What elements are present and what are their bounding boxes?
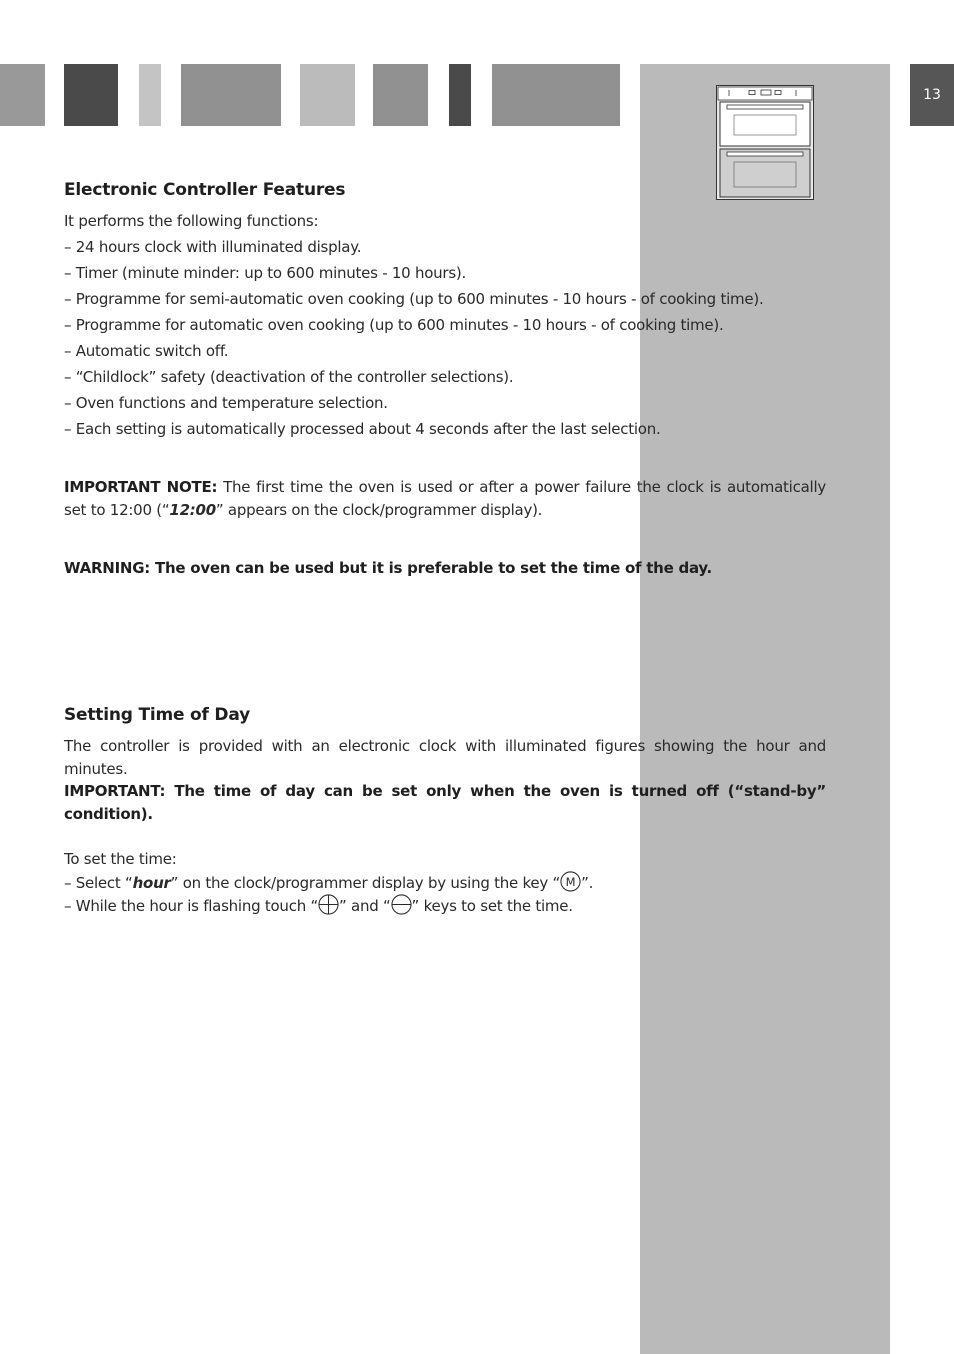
step-select-hour: – Select “hour” on the clock/programmer display by using the key “ M ”. xyxy=(64,871,593,895)
header-bar xyxy=(492,64,620,126)
section-intro: It performs the following functions: xyxy=(64,212,319,230)
section-heading-setting-time: Setting Time of Day xyxy=(64,705,250,725)
function-list-item: – Programme for automatic oven cooking (up to 600 minutes - 10 hours - of cooking time). xyxy=(64,316,724,334)
important-note-text: The first time the oven is used or after a power failure the clock is automatically set to 12:00 (“ xyxy=(64,478,826,519)
function-list-item: – Oven functions and temperature selection. xyxy=(64,394,388,412)
important-note xyxy=(64,476,826,522)
double-oven-icon xyxy=(716,85,814,200)
function-list-item: – “Childlock” safety (deactivation of the controller selections). xyxy=(64,368,514,386)
hour-label: hour xyxy=(132,874,171,892)
steps-intro: To set the time: xyxy=(64,850,177,868)
page-number: 13 xyxy=(910,64,954,126)
plus-key-icon xyxy=(318,894,339,915)
clock-description: The controller is provided with an electronic clock with illuminated figures showing the hour and minutes. xyxy=(64,737,826,778)
function-list-item: – Each setting is automatically processed about 4 seconds after the last selection. xyxy=(64,420,661,438)
function-list-item: – 24 hours clock with illuminated display. xyxy=(64,238,362,256)
header-bar xyxy=(0,64,45,126)
side-gray-column xyxy=(640,64,890,1354)
header-bar xyxy=(139,64,161,126)
header-bar xyxy=(300,64,355,126)
important-note-label: IMPORTANT NOTE: xyxy=(64,478,218,496)
header-bar xyxy=(449,64,471,126)
header-bar xyxy=(64,64,118,126)
important-standby-note: IMPORTANT: The time of day can be set only when the oven is turned off (“stand-by” condition). xyxy=(64,782,826,823)
header-bar xyxy=(181,64,281,126)
header-bar xyxy=(373,64,428,126)
minus-key-icon xyxy=(391,894,412,915)
function-list-item: – Programme for semi-automatic oven cooking (up to 600 minutes - 10 hours - of cooking time). xyxy=(64,290,764,308)
function-list-item: – Timer (minute minder: up to 600 minutes - 10 hours). xyxy=(64,264,467,282)
warning-text: WARNING: The oven can be used but it is preferable to set the time of the day. xyxy=(64,559,713,577)
m-key-icon xyxy=(560,871,581,892)
function-list-item: – Automatic switch off. xyxy=(64,342,229,360)
default-clock-value: 12:00 xyxy=(169,501,216,519)
step-set-time: – While the hour is flashing touch “ ” and “ ” keys to set the time. xyxy=(64,894,573,918)
m-key-letter: M xyxy=(565,874,576,889)
section-heading-controller-features: Electronic Controller Features xyxy=(64,180,346,200)
important-note-text-end: ” appears on the clock/programmer display). xyxy=(215,501,543,519)
